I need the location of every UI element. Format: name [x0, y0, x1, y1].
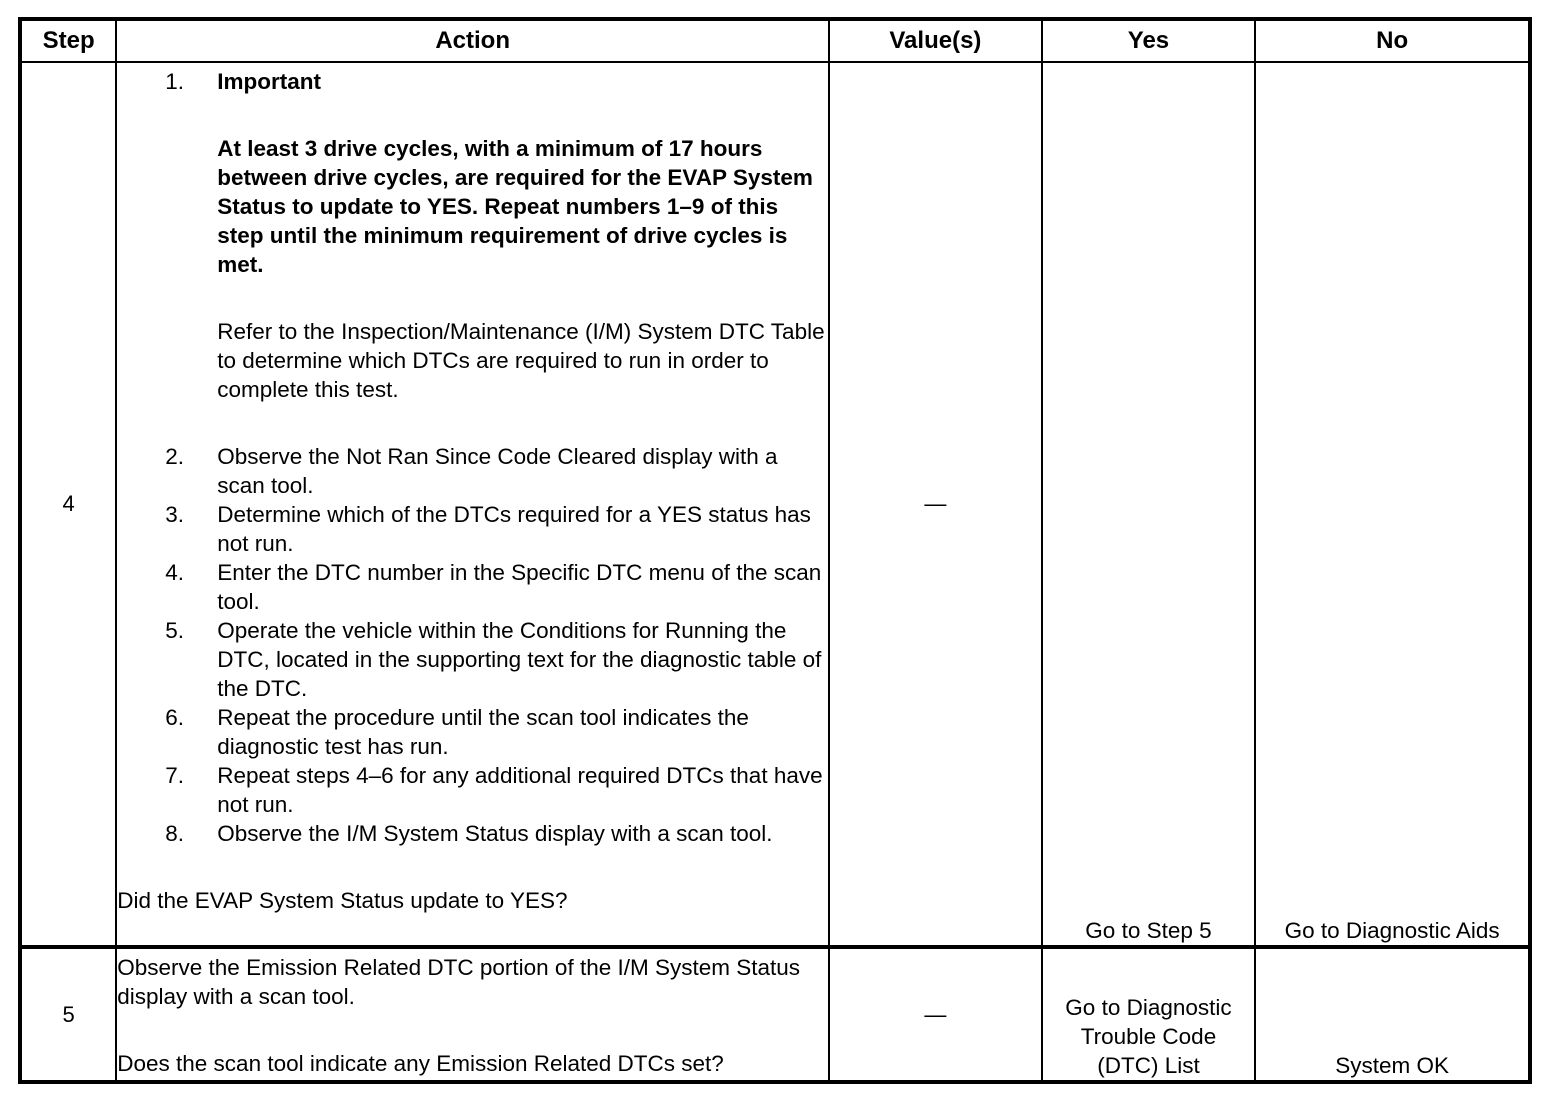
- step-number: 4: [20, 62, 116, 947]
- yes-result: Go to Step 5: [1042, 62, 1256, 947]
- header-values: Value(s): [829, 19, 1042, 62]
- list-item: [117, 500, 828, 558]
- list-item: [117, 67, 828, 96]
- item-number: 2.: [165, 444, 185, 469]
- refer-note: Refer to the Inspection/Maintenance (I/M) System DTC Table to determine which DTCs are required to run in order to complete this test.: [217, 319, 825, 402]
- item-number: 1.: [165, 69, 185, 94]
- table-row: [20, 947, 1530, 1082]
- step-number: 5: [20, 947, 116, 1082]
- item-number: 5.: [165, 618, 185, 643]
- item-text: Observe the Not Ran Since Code Cleared display with a scan tool.: [217, 444, 778, 498]
- list-item: [117, 442, 828, 500]
- table-row: [20, 62, 1530, 947]
- item-number: 4.: [165, 560, 185, 585]
- yes-result: Go to Diagnostic Trouble Code (DTC) List: [1042, 947, 1256, 1082]
- header-no: No: [1255, 19, 1530, 62]
- important-heading: Important: [217, 69, 321, 94]
- item-text: Determine which of the DTCs required for a YES status has not run.: [217, 502, 811, 556]
- important-note: At least 3 drive cycles, with a minimum of 17 hours between drive cycles, are required for the EVAP System Status to update to YES. Repeat numbers 1–9 of this step until the minimum requirement of drive cycles is met.: [217, 136, 813, 277]
- list-item: [117, 819, 828, 848]
- item-text: Enter the DTC number in the Specific DTC menu of the scan tool.: [217, 560, 822, 614]
- item-number: 3.: [165, 502, 185, 527]
- item-number: 6.: [165, 705, 185, 730]
- no-result: Go to Diagnostic Aids: [1255, 62, 1530, 947]
- header-yes: Yes: [1042, 19, 1256, 62]
- item-text: Repeat the procedure until the scan tool indicates the diagnostic test has run.: [217, 705, 749, 759]
- diagnostic-table: [18, 17, 1532, 1084]
- list-item: [117, 703, 828, 761]
- no-result: System OK: [1255, 947, 1530, 1082]
- item-text: Observe the I/M System Status display with a scan tool.: [217, 821, 773, 846]
- item-text: Operate the vehicle within the Conditions for Running the DTC, located in the supporting text for the diagnostic table of the DTC.: [217, 618, 822, 701]
- list-item: [117, 558, 828, 616]
- header-step: Step: [20, 19, 116, 62]
- item-text: Repeat steps 4–6 for any additional required DTCs that have not run.: [217, 763, 823, 817]
- header-row: [20, 19, 1530, 62]
- step-question: Did the EVAP System Status update to YES?: [117, 888, 568, 913]
- item-number: 7.: [165, 763, 185, 788]
- item-number: 8.: [165, 821, 185, 846]
- header-action: Action: [116, 19, 829, 62]
- value-cell: —: [829, 62, 1042, 947]
- step-instruction: Observe the Emission Related DTC portion of the I/M System Status display with a scan tool.: [117, 955, 801, 1009]
- list-item: [117, 761, 828, 819]
- action-cell: [116, 947, 829, 1082]
- value-cell: —: [829, 947, 1042, 1082]
- list-item: [117, 616, 828, 703]
- step-question: Does the scan tool indicate any Emission Related DTCs set?: [117, 1051, 724, 1076]
- action-cell: [116, 62, 829, 947]
